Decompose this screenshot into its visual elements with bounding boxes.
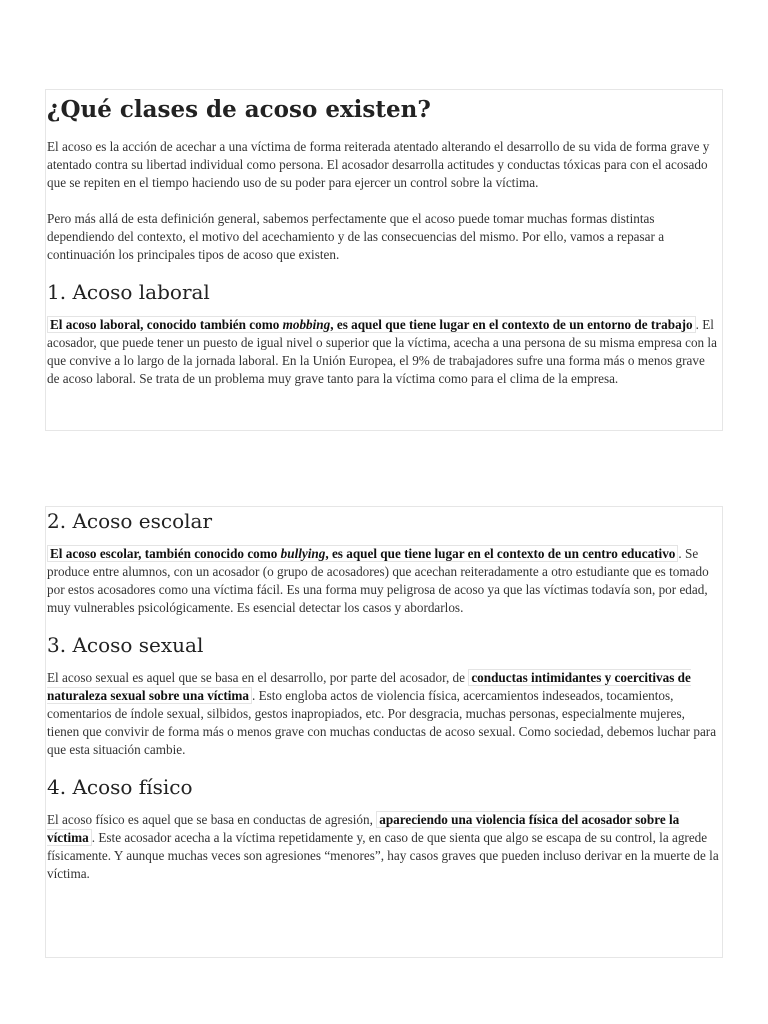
intro-paragraph-1: El acoso es la acción de acechar a una víctima de forma reiterada atentado alterando el desarrollo de su vida de forma grave y atentado contra su libertad individual como persona. El acosador desarrolla actitudes y conductas tóxicas para con el acosado que se repiten en el tiempo haciendo uso de su poder para ejercer un control sobre la víctima.	[47, 139, 710, 190]
section-heading-laboral: 1. Acoso laboral	[47, 280, 210, 304]
section-text: . Se produce entre alumnos, con un acosador (o grupo de acosadores) que acechan reiteradamente a otro estudiante que es tomado por estos acosadores como una víctima fácil. Es una forma muy peligrosa de acoso ya que las víctimas todavía son, por edad, muy vulnerables psicológicamente. Es esencial detectar los casos y abordarlos.	[47, 546, 709, 615]
highlight-term: bullying	[280, 546, 326, 561]
section-text: El acoso físico es aquel que se basa en conductas de agresión,	[47, 812, 377, 827]
section-paragraph-fisico	[47, 811, 720, 883]
document-page-2	[45, 506, 723, 958]
section-text: . Esto engloba actos de violencia física, acercamientos indeseados, tocamientos, comentarios de índole sexual, silbidos, gestos inapropiados, etc. Por desgracia, muchas personas, especialmente mujeres, tienen que convivir de forma más o menos grave con muchas conductas de acoso sexual. Como sociedad, debemos luchar para que esta situación cambie.	[47, 688, 717, 757]
page-title: ¿Qué clases de acoso existen?	[47, 96, 431, 123]
highlight-fisico: apareciendo una violencia física del acosador sobre la víctima	[47, 812, 680, 845]
highlight-laboral	[47, 316, 696, 333]
section-paragraph-laboral	[47, 316, 720, 388]
section-heading-escolar: 2. Acoso escolar	[47, 509, 213, 533]
document-page-1	[45, 89, 723, 431]
highlight-text: El acoso escolar, también conocido como	[50, 546, 281, 561]
section-text: . El acosador, que puede tener un puesto de igual nivel o superior que la víctima, acecha a una persona de su misma empresa con la que convive a lo largo de la jornada laboral. En la Unión Europea, el 9% de trabajadores sufre una forma más o menos grave de acoso laboral. Se trata de un problema muy grave tanto para la víctima como para el clima de la empresa.	[47, 317, 717, 386]
highlight-term: mobbing	[282, 317, 331, 332]
section-heading-sexual: 3. Acoso sexual	[47, 633, 204, 657]
section-heading-fisico: 4. Acoso físico	[47, 775, 193, 799]
highlight-sexual: conductas intimidantes y coercitivas de naturaleza sexual sobre una víctima	[47, 670, 691, 703]
highlight-text: , es aquel que tiene lugar en el contexto de un centro educativo	[325, 546, 676, 561]
section-text: . Este acosador acecha a la víctima repetidamente y, en caso de que sienta que algo se escapa de su control, la agrede físicamente. Y aunque muchas veces son agresiones “menores”, hay casos graves que pueden incluso derivar en la muerte de la víctima.	[47, 830, 719, 881]
section-paragraph-escolar	[47, 545, 720, 617]
intro-paragraph-2: Pero más allá de esta definición general, sabemos perfectamente que el acoso puede tomar muchas formas distintas dependiendo del contexto, el motivo del acechamiento y de las consecuencias del mismo. Por ello, vamos a repasar a continuación los principales tipos de acoso que existen.	[47, 211, 665, 262]
highlight-text: El acoso laboral, conocido también como	[50, 317, 283, 332]
highlight-escolar	[47, 545, 678, 562]
section-paragraph-sexual	[47, 669, 720, 759]
section-text: El acoso sexual es aquel que se basa en el desarrollo, por parte del acosador, de	[47, 670, 469, 685]
highlight-text: , es aquel que tiene lugar en el contexto de un entorno de trabajo	[330, 317, 693, 332]
